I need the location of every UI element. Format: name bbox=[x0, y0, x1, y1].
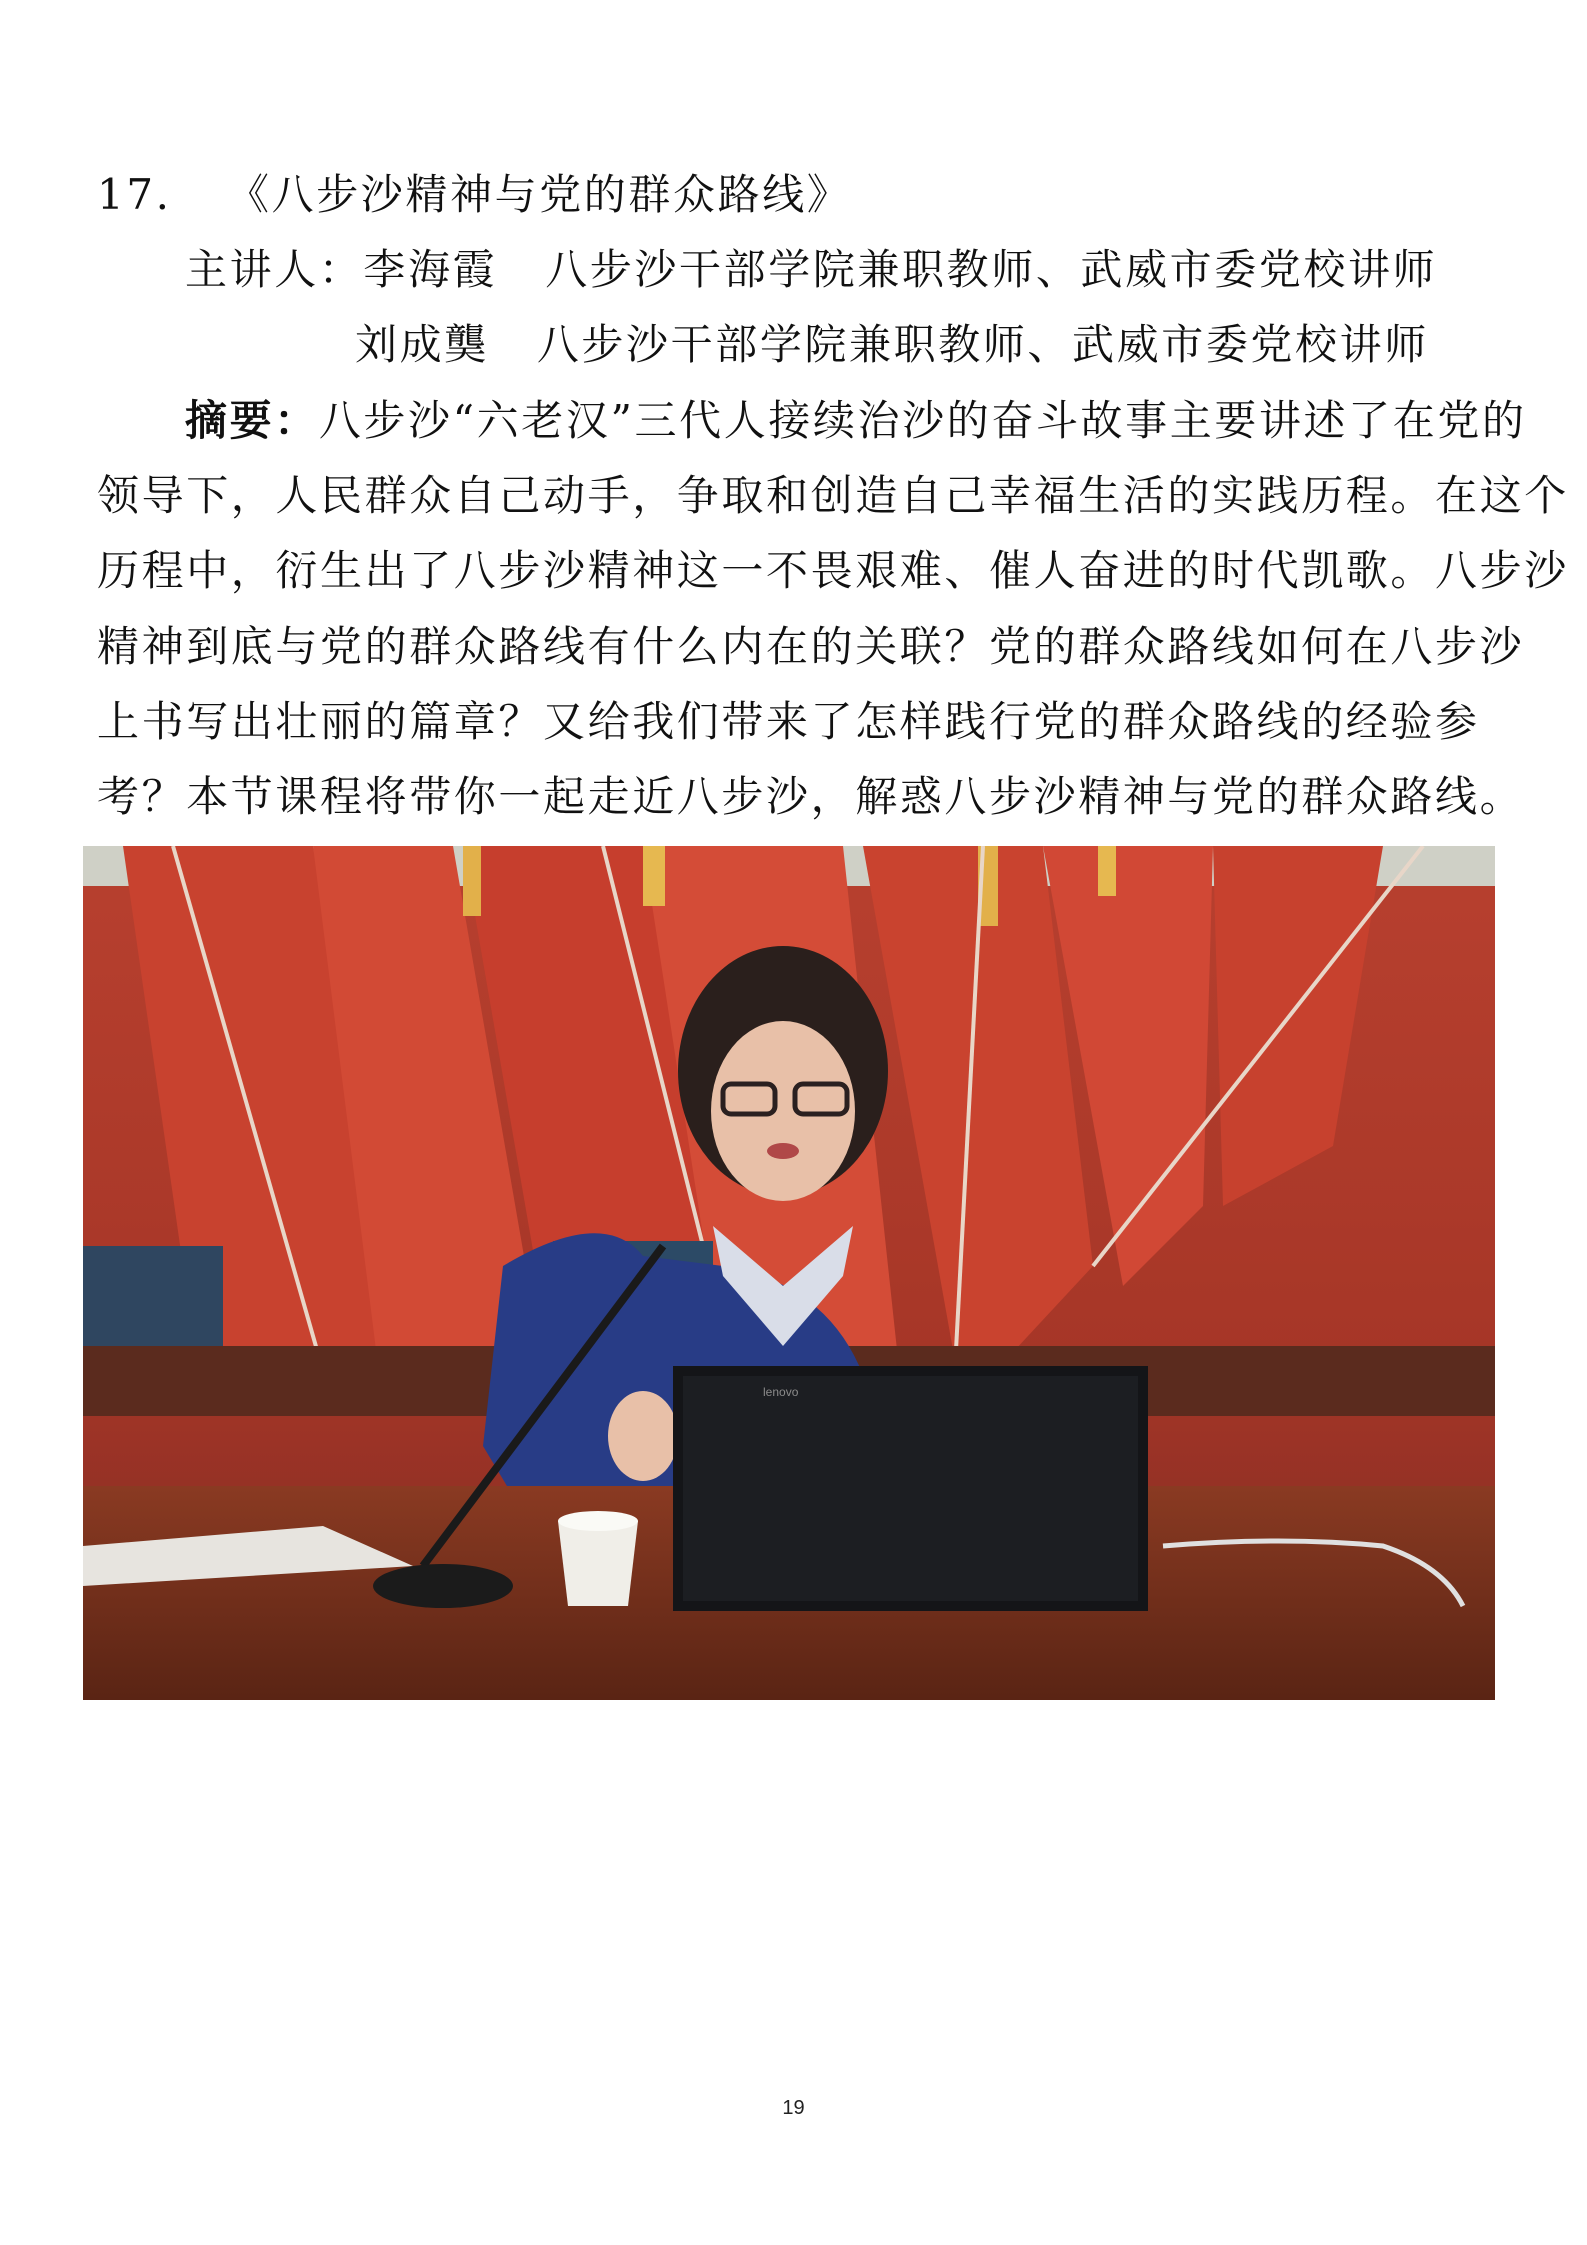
section-number: 17. bbox=[97, 170, 172, 219]
speakers-label: 主讲人： bbox=[185, 245, 364, 294]
abstract-line-2: 领导下，人民群众自己动手，争取和创造自己幸福生活的实践历程。在这个 bbox=[97, 471, 1569, 520]
section-title bbox=[97, 165, 851, 225]
lecture-photo bbox=[83, 846, 1495, 1700]
speaker-name: 刘成龑 bbox=[355, 320, 489, 369]
abstract-line-6: 考？本节课程将带你一起走近八步沙，解惑八步沙精神与党的群众路线。 bbox=[97, 772, 1525, 821]
speaker-role: 八步沙干部学院兼职教师、武威市委党校讲师 bbox=[536, 320, 1429, 369]
abstract-line-5: 上书写出壮丽的篇章？又给我们带来了怎样践行党的群众路线的经验参 bbox=[97, 697, 1480, 746]
abstract-line-1 bbox=[185, 391, 1527, 451]
abstract-line-3: 历程中，衍生出了八步沙精神这一不畏艰难、催人奋进的时代凯歌。八步沙 bbox=[97, 546, 1569, 595]
laptop-brand: lenovo bbox=[763, 1385, 799, 1399]
laptop bbox=[673, 1366, 1148, 1611]
page-number: 19 bbox=[782, 2097, 805, 2119]
section-title-text: 《八步沙精神与党的群众路线》 bbox=[227, 170, 852, 219]
speaker-line-2 bbox=[355, 315, 1429, 375]
speaker-name: 李海霞 bbox=[363, 245, 498, 294]
speaker-role: 八步沙干部学院兼职教师、武威市委党校讲师 bbox=[545, 245, 1438, 294]
abstract-label: 摘要： bbox=[185, 396, 319, 445]
speaker-line-1 bbox=[185, 240, 1437, 300]
abstract-text: 八步沙“六老汉”三代人接续治沙的奋斗故事主要讲述了在党的 bbox=[318, 396, 1527, 445]
abstract-line-4: 精神到底与党的群众路线有什么内在的关联？党的群众路线如何在八步沙 bbox=[97, 622, 1525, 671]
